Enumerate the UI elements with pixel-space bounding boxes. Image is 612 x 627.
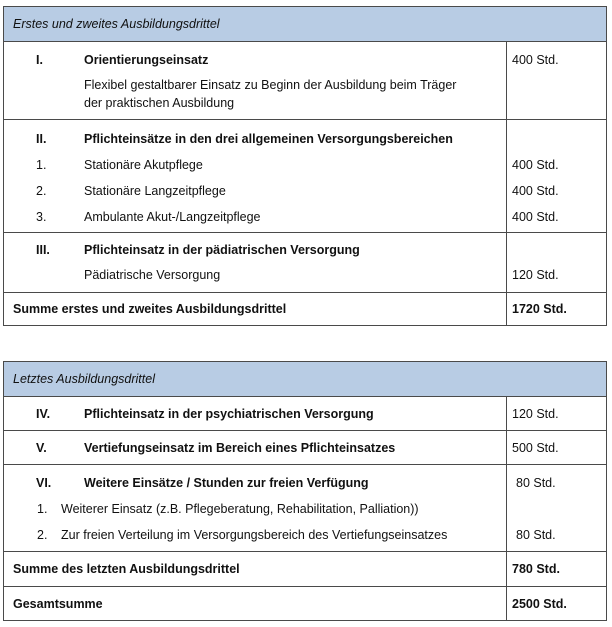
section6-numeral: VI.	[36, 476, 52, 490]
total-hours: 2500 Std.	[512, 597, 567, 611]
section1-numeral: I.	[36, 53, 43, 67]
sum2-hours: 780 Std.	[512, 562, 560, 576]
section6-item1-label: Weiterer Einsatz (z.B. Pflegeberatung, Rehabilitation, Palliation))	[61, 502, 419, 516]
section6-hours: 80 Std.	[516, 476, 556, 490]
table-first-second-third	[3, 6, 607, 326]
section4-numeral: IV.	[36, 407, 51, 421]
section5-title: Vertiefungseinsatz im Bereich eines Pflichteinsatzes	[84, 441, 396, 455]
sum-row-2	[4, 552, 606, 587]
total-label: Gesamtsumme	[13, 597, 103, 611]
table2-header	[4, 362, 606, 397]
sum1-hours: 1720 Std.	[512, 302, 567, 316]
total-row	[4, 587, 606, 620]
section-pflichteinsaetze	[4, 120, 606, 233]
section6-item2-num: 2.	[37, 528, 48, 542]
table1-header	[4, 7, 606, 42]
section1-desc-line2: der praktischen Ausbildung	[84, 96, 235, 110]
section2-item2-num: 2.	[36, 184, 47, 198]
section-weitere	[4, 465, 606, 552]
section4-title: Pflichteinsatz in der psychiatrischen Versorgung	[84, 407, 374, 421]
section6-item2-label: Zur freien Verteilung im Versorgungsbereich des Vertiefungseinsatzes	[61, 528, 448, 542]
section1-title: Orientierungseinsatz	[84, 53, 209, 67]
section3-item: Pädiatrische Versorgung	[84, 268, 221, 282]
section1-desc-line1: Flexibel gestaltbarer Einsatz zu Beginn der Ausbildung beim Träger	[84, 78, 457, 92]
sum-row-1	[4, 293, 606, 325]
section2-item2-hours: 400 Std.	[512, 184, 559, 198]
section2-item1-num: 1.	[36, 158, 47, 172]
section4-hours: 120 Std.	[512, 407, 559, 421]
sum2-label: Summe des letzten Ausbildungsdrittel	[13, 562, 240, 576]
sum1-label: Summe erstes und zweites Ausbildungsdrittel	[13, 302, 287, 316]
section2-item1-hours: 400 Std.	[512, 158, 559, 172]
section3-hours: 120 Std.	[512, 268, 559, 282]
section2-item1-label: Stationäre Akutpflege	[84, 158, 203, 172]
section2-numeral: II.	[36, 132, 47, 146]
section3-numeral: III.	[36, 243, 50, 257]
table1-header-label: Erstes und zweites Ausbildungsdrittel	[13, 17, 220, 31]
section-paediatrie	[4, 233, 606, 293]
section2-item3-label: Ambulante Akut-/Langzeitpflege	[84, 210, 261, 224]
section-vertiefung	[4, 431, 606, 465]
table-last-third	[3, 361, 607, 621]
table2-header-label: Letztes Ausbildungsdrittel	[13, 372, 155, 386]
section2-title: Pflichteinsätze in den drei allgemeinen Versorgungsbereichen	[84, 132, 453, 146]
section5-hours: 500 Std.	[512, 441, 559, 455]
section2-item3-hours: 400 Std.	[512, 210, 559, 224]
section6-item2-hours: 80 Std.	[516, 528, 556, 542]
section-orientierung	[4, 42, 606, 120]
section2-item3-num: 3.	[36, 210, 47, 224]
section5-numeral: V.	[36, 441, 47, 455]
section-psychiatrie	[4, 397, 606, 431]
section6-item1-num: 1.	[37, 502, 48, 516]
section3-title: Pflichteinsatz in der pädiatrischen Versorgung	[84, 243, 360, 257]
section6-title: Weitere Einsätze / Stunden zur freien Verfügung	[84, 476, 369, 490]
section1-hours: 400 Std.	[512, 53, 559, 67]
section2-item2-label: Stationäre Langzeitpflege	[84, 184, 226, 198]
